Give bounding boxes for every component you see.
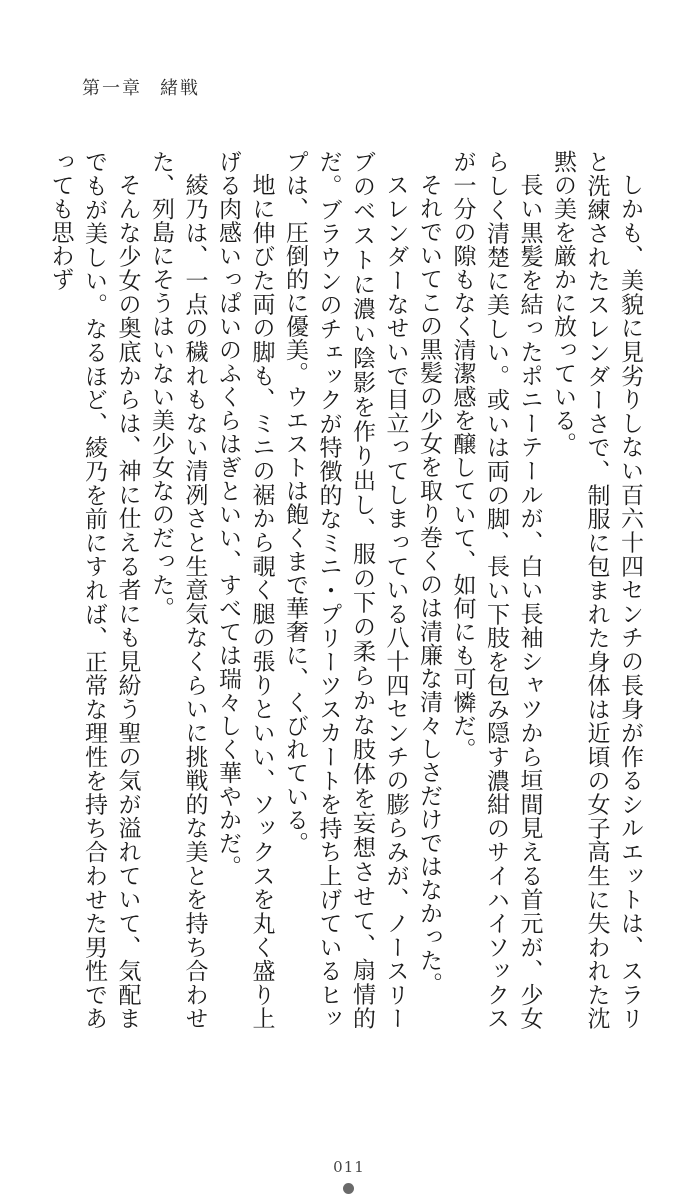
chapter-title: 緒戦 (160, 78, 200, 99)
paragraph: しかも、美貌に見劣りしない百六十四センチの長身が作るシルエットは、スラリと洗練されたスレンダーさで、制服に包まれた身体は近頃の女子高生に失われた沈黙の美を厳かに放っている。 (550, 150, 643, 1030)
paragraph: 地に伸びた両の脚も、ミニの裾から覗く腿の張りといい、ソックスを丸く盛り上げる肉感いっぱいのふくらはぎといい、すべては瑞々しく華やかだ。 (215, 150, 275, 1030)
paragraph: スレンダーなせいで目立ってしまっている八十四センチの膨らみが、ノースリーブのベストに濃い陰影を作り出し、服の下の柔らかな肢体を妄想させて、扇情的だ。ブラウンのチェックが特徴的なミニ・プリーツスカートを持ち上げているヒップは、圧倒的に優美。ウエストは飽くまで華奢に、くびれている。 (282, 150, 409, 1031)
paragraph: 綾乃は、一点の穢れもない清冽さと生意気なくらいに挑戦的な美とを持ち合わせた、列島にそうはいない美少女なのだった。 (148, 150, 208, 1030)
vertical-text-body (46, 150, 646, 1030)
running-header (82, 74, 200, 100)
page-number: 011 (333, 1158, 365, 1176)
chapter-number: 第一章 (82, 78, 142, 99)
paragraph: 長い黒髪を結ったポニーテールが、白い長袖シャツから垣間見える首元が、少女らしく清楚に美しい。或いは両の脚、長い下肢を包み隠す濃紺のサイハイソックスが一分の隙もなく清潔感を醸していて、如何にも可憐だ。 (449, 150, 543, 1030)
paragraph: そんな少女の奥底からは、神に仕える者にも見紛う聖の気が溢れていて、気配までもが美しい。なるほど、綾乃を前にすれば、正常な理性を持ち合わせた男性であっても思わず (47, 150, 141, 1030)
paragraph: それでいてこの黒髪の少女を取り巻くのは清廉な清々しさだけではなかった。 (416, 173, 442, 996)
page-dot-ornament (343, 1183, 354, 1194)
